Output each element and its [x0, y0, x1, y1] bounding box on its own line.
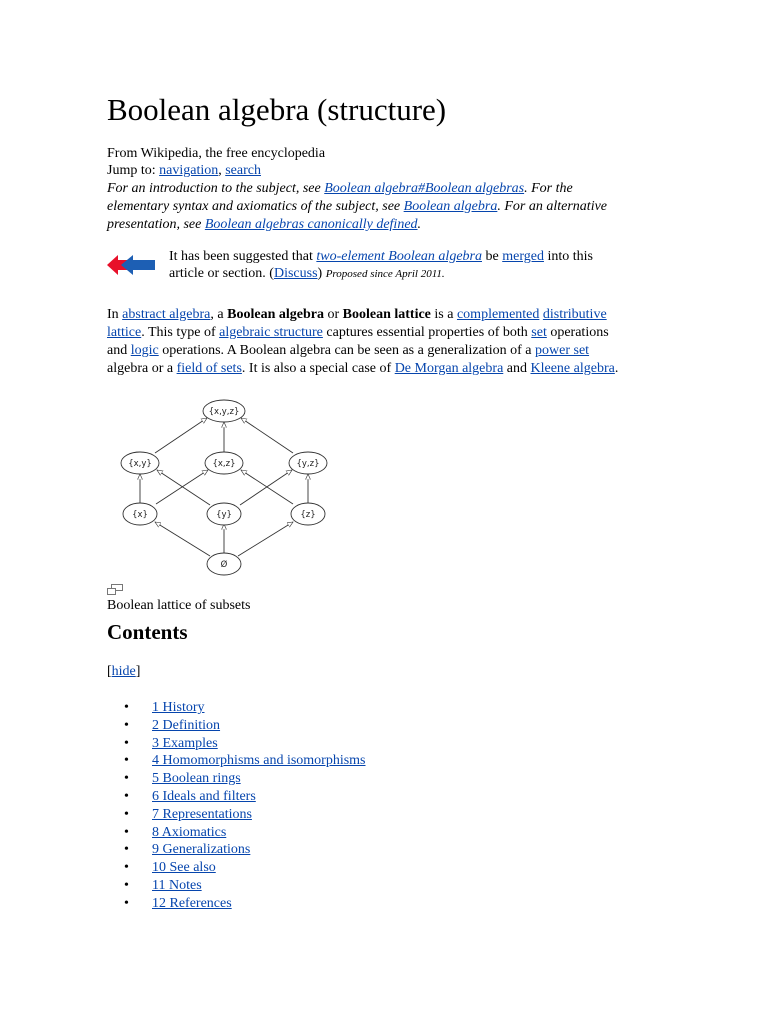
discuss-link[interactable]: Discuss	[273, 266, 318, 281]
intro-text: is a	[430, 307, 457, 322]
intro-line-2	[107, 324, 609, 342]
intro-line-4	[107, 360, 618, 378]
intro-text: and	[107, 343, 131, 358]
hatnote-line-1	[107, 180, 573, 198]
intro-text: algebra or a	[107, 361, 177, 376]
toc-bullet: •	[124, 700, 129, 715]
toc-bullet: •	[124, 895, 129, 911]
hatnote-text: elementary syntax and axiomatics of the subject, see	[107, 199, 404, 214]
toc-link-homomorphisms[interactable]: 4 Homomorphisms and isomorphisms	[152, 753, 366, 769]
boolean-algebra-link[interactable]: Boolean algebra	[403, 199, 498, 214]
hatnote-text: presentation, see	[107, 217, 205, 232]
jump-prefix: Jump to:	[107, 163, 160, 178]
node-label-x: {x}	[132, 510, 148, 520]
table-of-contents	[124, 699, 366, 913]
edge-yz-xyz	[241, 418, 293, 453]
toc-item	[124, 841, 366, 859]
navigation-link[interactable]: navigation	[159, 163, 219, 178]
toc-link-representations[interactable]: 7 Representations	[152, 806, 252, 822]
merge-notice	[107, 246, 667, 286]
intro-text: .	[614, 361, 619, 376]
jump-separator: ,	[218, 163, 226, 178]
algebraic-structure-link[interactable]: algebraic structure	[219, 325, 323, 340]
merge-line-2	[169, 265, 445, 283]
merge-line-1	[169, 248, 593, 266]
term-boolean-algebra: Boolean algebra	[227, 307, 324, 322]
toc-bullet: •	[124, 771, 129, 787]
toc-item	[124, 699, 366, 717]
intro-text: . This type of	[141, 325, 220, 340]
intro-text: captures essential properties of both	[322, 325, 532, 340]
merge-text: article or section. (	[169, 266, 274, 281]
toc-bullet: •	[124, 824, 129, 840]
toc-link-see-also[interactable]: 10 See also	[152, 860, 216, 876]
merge-text: It has been suggested that	[169, 249, 317, 264]
edge-y-yz	[240, 470, 292, 505]
hatnote-line-3	[107, 216, 421, 234]
edge-empty-z	[238, 522, 293, 556]
bracket: ]	[135, 664, 141, 679]
toc-link-ideals-filters[interactable]: 6 Ideals and filters	[152, 788, 256, 804]
node-label-z: {z}	[300, 510, 316, 520]
node-label-xyz: {x,y,z}	[208, 407, 240, 417]
two-element-boolean-algebra-link[interactable]: two-element Boolean algebra	[316, 249, 482, 264]
merged-link[interactable]: merged	[502, 249, 544, 264]
toc-item	[124, 717, 366, 735]
jump-to-line	[107, 162, 261, 180]
lattice-link[interactable]: lattice	[107, 325, 142, 340]
hatnote-text: .	[417, 217, 422, 232]
intro-text: and	[503, 361, 531, 376]
bracket: [	[107, 664, 112, 679]
intro-line-1	[107, 306, 607, 324]
hatnote-text: For an introduction to the subject, see	[107, 181, 325, 196]
toc-bullet: •	[124, 788, 129, 804]
logic-link[interactable]: logic	[130, 343, 159, 358]
intro-text: operations	[546, 325, 609, 340]
set-link[interactable]: set	[531, 325, 547, 340]
toc-bullet: •	[124, 735, 129, 751]
toc-bullet: •	[124, 806, 129, 822]
toc-bullet: •	[124, 842, 129, 858]
search-link[interactable]: search	[225, 163, 261, 178]
de-morgan-algebra-link[interactable]: De Morgan algebra	[394, 361, 504, 376]
hatnote-text: . For an alternative	[497, 199, 608, 214]
toc-item	[124, 895, 366, 913]
toc-link-definition[interactable]: 2 Definition	[152, 717, 221, 733]
distributive-link[interactable]: distributive	[542, 307, 607, 322]
boolean-algebras-section-link[interactable]: Boolean algebra#Boolean algebras	[324, 181, 525, 196]
node-label-yz: {y,z}	[296, 459, 320, 469]
boolean-lattice-diagram[interactable]	[110, 394, 340, 584]
toc-item	[124, 806, 366, 824]
intro-text: , a	[210, 307, 228, 322]
toc-item	[124, 752, 366, 770]
site-tagline: From Wikipedia, the free encyclopedia	[107, 146, 326, 161]
intro-line-3	[107, 342, 589, 360]
toc-link-generalizations[interactable]: 9 Generalizations	[152, 842, 251, 858]
field-of-sets-link[interactable]: field of sets	[176, 361, 242, 376]
node-label-y: {y}	[216, 510, 232, 520]
intro-text: . It is also a special case of	[241, 361, 395, 376]
toc-bullet: •	[124, 860, 129, 876]
contents-heading: Contents	[107, 620, 188, 644]
toc-item	[124, 877, 366, 895]
power-set-link[interactable]: power set	[535, 343, 590, 358]
intro-text: operations. A Boolean algebra can be seen as a generalization of a	[158, 343, 536, 358]
merge-text: )	[317, 266, 326, 281]
page-title: Boolean algebra (structure)	[107, 92, 447, 127]
proposed-date: Proposed since April 2011.	[325, 268, 445, 280]
toc-link-axiomatics[interactable]: 8 Axiomatics	[152, 824, 227, 840]
toc-bullet: •	[124, 717, 129, 733]
hatnote-line-2	[107, 198, 607, 216]
hatnote-text: . For the	[524, 181, 573, 196]
merge-text: be	[482, 249, 503, 264]
abstract-algebra-link[interactable]: abstract algebra	[122, 307, 211, 322]
toc-link-references[interactable]: 12 References	[152, 895, 232, 911]
node-label-xz: {x,z}	[212, 459, 236, 469]
edge-y-xy	[157, 470, 210, 505]
intro-text: or	[323, 307, 343, 322]
node-label-xy: {x,y}	[128, 459, 152, 469]
figure-caption: Boolean lattice of subsets	[107, 598, 251, 613]
toc-item	[124, 859, 366, 877]
edge-empty-x	[155, 522, 210, 556]
complemented-link[interactable]: complemented	[456, 307, 540, 322]
hide-link[interactable]: hide	[111, 664, 136, 679]
enlarge-icon[interactable]	[107, 584, 123, 595]
term-boolean-lattice: Boolean lattice	[342, 307, 431, 322]
toc-hide-toggle	[107, 663, 140, 681]
intro-text: In	[107, 307, 123, 322]
canonically-defined-link[interactable]: Boolean algebras canonically defined	[204, 217, 418, 232]
edge-xy-xyz	[155, 418, 207, 453]
toc-item	[124, 735, 366, 753]
toc-bullet: •	[124, 877, 129, 893]
merge-text: into this	[543, 249, 593, 264]
node-label-empty: Ø	[220, 560, 228, 570]
toc-item	[124, 770, 366, 788]
merge-arrows-icon	[107, 254, 155, 276]
toc-item	[124, 788, 366, 806]
toc-link-history[interactable]: 1 History	[152, 700, 205, 715]
toc-bullet: •	[124, 753, 129, 769]
toc-link-notes[interactable]: 11 Notes	[152, 877, 202, 893]
toc-link-boolean-rings[interactable]: 5 Boolean rings	[152, 771, 241, 787]
toc-item	[124, 824, 366, 842]
toc-link-examples[interactable]: 3 Examples	[152, 735, 218, 751]
kleene-algebra-link[interactable]: Kleene algebra	[530, 361, 615, 376]
